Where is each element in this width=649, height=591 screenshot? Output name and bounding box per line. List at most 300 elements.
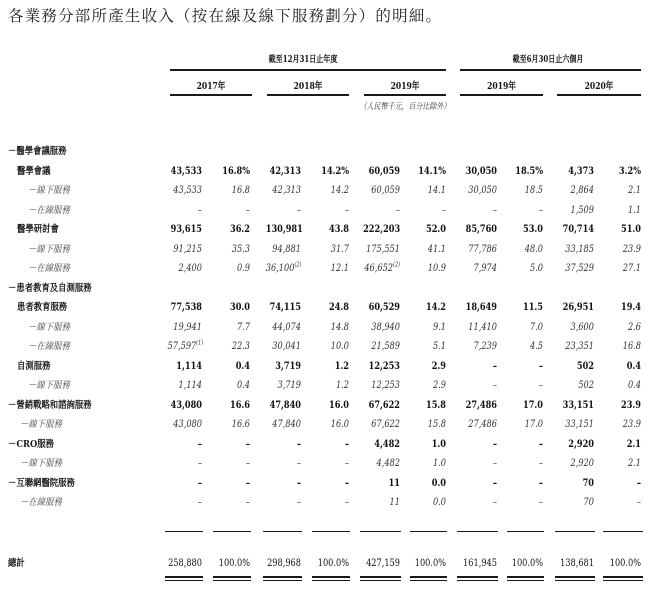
cell-2018-pct xyxy=(315,493,349,513)
cell-value: 93,615 xyxy=(170,224,202,235)
cell-value: 91,215 xyxy=(173,243,202,255)
cell-value: 11 xyxy=(388,477,400,489)
cell-2019-pct xyxy=(412,318,446,338)
total-2019-amount: 427,159 xyxy=(366,558,400,569)
cell-2019-amount xyxy=(363,181,400,201)
cell-2017-pct xyxy=(216,396,250,416)
row-label: －互聯網醫院服務 xyxy=(8,477,75,489)
cell-value: 0.4 xyxy=(626,360,641,372)
cell-2019-amount xyxy=(363,454,400,474)
cell-value: 12,253 xyxy=(371,380,400,391)
table-row xyxy=(0,201,649,221)
cell-2019h1-amount xyxy=(460,298,497,318)
cell-value: – xyxy=(492,477,497,489)
cell-value: 4,482 xyxy=(374,438,400,450)
cell-2017-amount xyxy=(168,357,202,377)
cell-2017-amount xyxy=(168,220,202,240)
cell-2019h1-amount xyxy=(460,337,497,357)
cell-value: – xyxy=(441,204,446,216)
cell-value: 18.5 xyxy=(524,185,543,196)
cell-2018-amount xyxy=(266,220,301,240)
cell-2019-pct xyxy=(412,240,446,260)
cell-value: 70,714 xyxy=(562,224,594,235)
group-rule-year xyxy=(170,69,446,71)
cell-2019-pct xyxy=(412,357,446,377)
cell-value: 27,486 xyxy=(468,419,497,430)
cell-value: 1.0 xyxy=(432,458,446,469)
cell-value: 0.4 xyxy=(627,380,641,391)
cell-value: 12,253 xyxy=(368,360,400,372)
cell-2019-amount xyxy=(363,298,400,318)
cell-2018-pct xyxy=(315,181,349,201)
total-2019h1-amount: 161,945 xyxy=(463,558,497,569)
cell-value: 27,486 xyxy=(465,399,497,411)
row-label: －線下服務 xyxy=(20,458,62,469)
cell-2019h1-amount xyxy=(460,493,497,513)
cell-value: 0.0 xyxy=(432,497,446,508)
cell-value: 31.7 xyxy=(330,243,349,255)
cell-value: 41.1 xyxy=(427,243,446,255)
cell-value: – xyxy=(245,477,250,489)
footnote-marker: (2) xyxy=(393,261,400,269)
cell-value: – xyxy=(636,477,641,489)
cell-value: 12.1 xyxy=(330,263,349,274)
cell-2020h1-pct xyxy=(606,396,641,416)
cell-value: 21,589 xyxy=(371,341,400,352)
cell-2018-pct xyxy=(315,376,349,396)
cell-2017-pct xyxy=(216,357,250,377)
table-row xyxy=(0,240,649,260)
cell-2019-pct xyxy=(412,493,446,513)
cell-2019h1-pct xyxy=(509,201,543,221)
cell-value: – xyxy=(492,497,497,508)
cell-value: – xyxy=(492,360,497,372)
cell-2019-pct xyxy=(412,376,446,396)
cell-2018-pct xyxy=(315,435,349,455)
cell-2019-pct xyxy=(412,181,446,201)
cell-value: – xyxy=(344,497,349,508)
total-double-rule xyxy=(457,576,498,581)
cell-2017-amount xyxy=(168,240,202,260)
cell-2017-amount xyxy=(168,493,202,513)
cell-2020h1-amount xyxy=(558,318,594,338)
cell-value: 3.2% xyxy=(618,165,641,177)
year-header-2017: 2017年 xyxy=(196,81,226,92)
cell-value: – xyxy=(296,477,301,489)
cell-value: – xyxy=(636,497,641,508)
cell-2017-pct xyxy=(216,376,250,396)
subtotal-rule xyxy=(360,531,401,532)
cell-2019h1-pct xyxy=(509,240,543,260)
cell-2020h1-pct xyxy=(606,318,641,338)
table-row xyxy=(0,454,649,474)
cell-value: 30,050 xyxy=(468,185,497,196)
cell-value: 24.8 xyxy=(329,302,349,313)
cell-value: 23.9 xyxy=(621,399,641,411)
cell-value: 11.5 xyxy=(523,302,543,313)
cell-value: 70 xyxy=(582,477,594,489)
cell-value: 60,059 xyxy=(371,185,400,196)
cell-2019-pct xyxy=(412,162,446,182)
cell-value: 23.9 xyxy=(622,243,641,255)
row-label: －線下服務 xyxy=(28,321,70,333)
cell-2019h1-amount xyxy=(460,357,497,377)
total-2020h1-pct: 100.0% xyxy=(609,558,641,569)
total-2020h1-amount: 138,681 xyxy=(560,558,594,569)
cell-2019h1-amount xyxy=(460,396,497,416)
row-label: －營銷戰略和諮詢服務 xyxy=(8,399,92,411)
cell-value: – xyxy=(197,477,202,489)
cell-value: 5.0 xyxy=(529,263,543,274)
cell-value: 4,373 xyxy=(568,165,594,177)
cell-value: 17.0 xyxy=(524,419,543,430)
cell-2017-pct xyxy=(216,201,250,221)
cell-2017-pct xyxy=(216,220,250,240)
cell-value: 2,920 xyxy=(570,458,594,469)
cell-value: 14.1 xyxy=(427,185,446,196)
cell-value: 94,881 xyxy=(272,243,301,255)
cell-2019h1-pct xyxy=(509,337,543,357)
cell-2020h1-pct xyxy=(606,376,641,396)
cell-value: 17.0 xyxy=(523,399,543,411)
footnote-marker: (1) xyxy=(196,339,204,347)
cell-value: 16.8% xyxy=(222,165,250,177)
cell-2017-pct xyxy=(216,298,250,318)
cell-2017-pct xyxy=(216,435,250,455)
cell-value: 53.0 xyxy=(523,224,543,235)
cell-value: 43,533 xyxy=(173,185,202,196)
subtotal-rule xyxy=(263,531,302,532)
cell-value: – xyxy=(296,438,301,450)
group-rule-six-months xyxy=(460,69,641,71)
total-double-rule xyxy=(410,576,447,581)
cell-value: 47,840 xyxy=(272,419,301,430)
cell-value: 10.9 xyxy=(427,263,446,274)
cell-2019h1-amount xyxy=(460,376,497,396)
cell-2017-amount xyxy=(168,474,202,494)
cell-2019-amount xyxy=(363,415,400,435)
cell-value: – xyxy=(197,438,202,450)
cell-2019h1-amount xyxy=(460,240,497,260)
cell-2019h1-pct xyxy=(509,376,543,396)
cell-2019h1-amount xyxy=(460,435,497,455)
cell-2020h1-pct xyxy=(606,201,641,221)
cell-2017-pct xyxy=(216,454,250,474)
cell-2018-amount xyxy=(266,318,301,338)
cell-value: 14.2 xyxy=(426,302,446,313)
page-title: 各業務分部所產生收入（按在線及線下服務劃分）的明細。 xyxy=(8,7,443,25)
cell-2017-pct xyxy=(216,240,250,260)
row-label: －在線服務 xyxy=(20,497,62,508)
cell-2020h1-pct xyxy=(606,337,641,357)
cell-value: 19,941 xyxy=(173,321,202,333)
cell-value: 42,313 xyxy=(269,165,301,177)
cell-value: 7,974 xyxy=(473,263,497,274)
cell-value: 18.5% xyxy=(515,165,543,177)
cell-2019-amount xyxy=(363,162,400,182)
row-label: －線下服務 xyxy=(28,185,70,196)
cell-2018-amount xyxy=(266,181,301,201)
cell-2017-amount xyxy=(168,298,202,318)
table-row xyxy=(0,493,649,513)
total-double-rule xyxy=(507,576,544,581)
cell-2017-pct xyxy=(216,318,250,338)
cell-value: 1.2 xyxy=(334,360,349,372)
cell-2018-amount xyxy=(266,201,301,221)
cell-value: 85,760 xyxy=(465,224,497,235)
total-double-rule xyxy=(555,576,595,581)
cell-value: 27.1 xyxy=(622,263,641,274)
table-row xyxy=(0,162,649,182)
cell-value: 0.0 xyxy=(431,477,446,489)
cell-value: – xyxy=(296,204,301,216)
cell-value: 26,951 xyxy=(562,302,594,313)
total-2017-pct: 100.0% xyxy=(218,558,250,569)
cell-2019-amount xyxy=(363,201,400,221)
cell-value: 30.0 xyxy=(230,302,250,313)
cell-2018-amount xyxy=(266,435,301,455)
cell-value: 16.0 xyxy=(330,419,349,430)
year-rule-2020-h1 xyxy=(557,94,641,96)
subtotal-rule xyxy=(213,531,251,532)
cell-value: 19.4 xyxy=(621,302,641,313)
table-row xyxy=(0,279,649,299)
cell-2020h1-amount xyxy=(558,337,594,357)
cell-value: 33,151 xyxy=(565,419,594,430)
cell-value: 60,059 xyxy=(368,165,400,177)
cell-value: 2.9 xyxy=(431,360,446,372)
cell-value: 0.9 xyxy=(236,263,250,274)
cell-2019-pct xyxy=(412,454,446,474)
cell-2020h1-pct xyxy=(606,493,641,513)
cell-2017-amount xyxy=(168,162,202,182)
cell-value: 67,622 xyxy=(371,419,400,430)
cell-2019h1-amount xyxy=(460,201,497,221)
cell-2019h1-amount xyxy=(460,220,497,240)
cell-2020h1-pct xyxy=(606,415,641,435)
cell-2019-amount xyxy=(363,396,400,416)
cell-2020h1-pct xyxy=(606,298,641,318)
cell-2017-amount xyxy=(168,337,202,357)
subtotal-rule xyxy=(457,531,498,532)
cell-2019-amount xyxy=(363,435,400,455)
cell-2018-amount xyxy=(266,454,301,474)
cell-2018-amount xyxy=(266,396,301,416)
cell-2020h1-amount xyxy=(558,376,594,396)
cell-2019-amount xyxy=(363,376,400,396)
cell-2017-amount xyxy=(168,454,202,474)
total-double-rule xyxy=(165,576,203,581)
cell-value: 37,529 xyxy=(565,263,594,274)
cell-value: 36,100 xyxy=(265,263,295,274)
cell-value: 3,600 xyxy=(570,321,594,333)
year-rule-2019 xyxy=(364,94,446,96)
cell-2019-pct xyxy=(412,474,446,494)
year-rule-2019-h1 xyxy=(460,94,543,96)
cell-2019h1-amount xyxy=(460,162,497,182)
cell-2019h1-amount xyxy=(460,474,497,494)
cell-2019h1-pct xyxy=(509,493,543,513)
subtotal-rule xyxy=(555,531,595,532)
cell-value: – xyxy=(296,458,301,469)
cell-value: 30,050 xyxy=(465,165,497,177)
cell-2017-amount xyxy=(168,415,202,435)
cell-2020h1-amount xyxy=(558,396,594,416)
cell-2020h1-amount xyxy=(558,162,594,182)
row-label: 醫學研討會 xyxy=(17,224,59,235)
cell-value: 7.0 xyxy=(529,321,543,333)
cell-value: 7.7 xyxy=(236,321,250,333)
cell-2018-pct xyxy=(315,220,349,240)
cell-value: 23.9 xyxy=(622,419,641,430)
table-row xyxy=(0,337,649,357)
cell-2017-pct xyxy=(216,181,250,201)
cell-value: – xyxy=(538,497,543,508)
table-row xyxy=(0,142,649,162)
cell-2019-pct xyxy=(412,435,446,455)
cell-value: 2,864 xyxy=(570,185,594,196)
cell-2019-amount xyxy=(363,220,400,240)
table-row xyxy=(0,298,649,318)
cell-2019-pct xyxy=(412,220,446,240)
cell-value: – xyxy=(245,204,250,216)
row-label: －線下服務 xyxy=(28,243,70,255)
year-header-2020-h1: 2020年 xyxy=(584,81,614,92)
cell-value: 2.1 xyxy=(626,438,641,450)
cell-2019h1-amount xyxy=(460,415,497,435)
year-header-2018: 2018年 xyxy=(293,81,323,92)
cell-value: – xyxy=(245,458,250,469)
cell-value: 502 xyxy=(576,360,594,372)
cell-value: 11 xyxy=(389,497,400,508)
cell-2020h1-pct xyxy=(606,181,641,201)
cell-2017-pct xyxy=(216,493,250,513)
cell-value: 10.0 xyxy=(330,341,349,352)
cell-value: 44,074 xyxy=(272,321,301,333)
cell-value: – xyxy=(538,204,543,216)
cell-value: 1,509 xyxy=(570,204,594,216)
cell-2017-amount xyxy=(168,376,202,396)
cell-2018-amount xyxy=(266,259,301,279)
cell-2019-amount xyxy=(363,318,400,338)
table-row xyxy=(0,318,649,338)
table-row xyxy=(0,474,649,494)
cell-2018-amount xyxy=(266,162,301,182)
cell-value: 2.9 xyxy=(432,380,446,391)
cell-2017-amount xyxy=(168,435,202,455)
cell-2019h1-pct xyxy=(509,259,543,279)
cell-value: – xyxy=(344,458,349,469)
cell-2020h1-pct xyxy=(606,454,641,474)
year-rule-2018 xyxy=(267,94,349,96)
cell-value: – xyxy=(538,380,543,391)
cell-2020h1-pct xyxy=(606,162,641,182)
group-header-six-months-jun30: 截至6月30日止六個月 xyxy=(512,55,584,65)
footnote-marker: (2) xyxy=(294,261,302,269)
cell-2020h1-amount xyxy=(558,357,594,377)
cell-2018-pct xyxy=(315,415,349,435)
cell-2020h1-amount xyxy=(558,454,594,474)
cell-2017-amount xyxy=(168,318,202,338)
cell-2017-pct xyxy=(216,162,250,182)
cell-2019h1-pct xyxy=(509,162,543,182)
cell-2020h1-amount xyxy=(558,259,594,279)
cell-value: 43,080 xyxy=(170,399,202,411)
cell-2019h1-amount xyxy=(460,454,497,474)
cell-value: 74,115 xyxy=(269,302,301,313)
cell-value: 502 xyxy=(578,380,594,391)
cell-2020h1-amount xyxy=(558,181,594,201)
cell-2018-amount xyxy=(266,493,301,513)
cell-value: 0.4 xyxy=(235,360,250,372)
cell-2020h1-pct xyxy=(606,474,641,494)
cell-value: 2,920 xyxy=(568,438,594,450)
cell-2018-amount xyxy=(266,240,301,260)
cell-2019-pct xyxy=(412,298,446,318)
cell-2020h1-pct xyxy=(606,240,641,260)
cell-2020h1-amount xyxy=(558,493,594,513)
cell-2019h1-pct xyxy=(509,415,543,435)
year-rule-2017 xyxy=(170,94,252,96)
cell-2017-pct xyxy=(216,337,250,357)
cell-value: 11,410 xyxy=(468,321,497,333)
cell-value: 3,719 xyxy=(277,380,301,391)
cell-value: 14.2 xyxy=(330,185,349,196)
table-row xyxy=(0,435,649,455)
cell-2019-pct xyxy=(412,259,446,279)
cell-2019h1-amount xyxy=(460,181,497,201)
cell-value: 67,622 xyxy=(368,399,400,411)
cell-value: 3,719 xyxy=(275,360,301,372)
total-double-rule xyxy=(360,576,401,581)
subtotal-rule xyxy=(165,531,203,532)
cell-value: – xyxy=(492,438,497,450)
cell-value: – xyxy=(245,497,250,508)
cell-value: – xyxy=(492,380,497,391)
table-row xyxy=(0,396,649,416)
cell-2019-amount xyxy=(363,474,400,494)
total-double-rule xyxy=(263,576,302,581)
cell-value: 1,114 xyxy=(178,380,202,391)
cell-value: 22.3 xyxy=(231,341,250,352)
cell-value: 70 xyxy=(583,497,594,508)
cell-value: 43.8 xyxy=(329,224,349,235)
cell-2017-pct xyxy=(216,415,250,435)
cell-value: 0.4 xyxy=(236,380,250,391)
row-label: －線下服務 xyxy=(28,380,70,391)
cell-2017-amount xyxy=(168,201,202,221)
cell-value: – xyxy=(344,477,349,489)
cell-2017-pct xyxy=(216,474,250,494)
cell-value: – xyxy=(538,360,543,372)
cell-2019h1-pct xyxy=(509,435,543,455)
cell-2017-amount xyxy=(168,396,202,416)
cell-2019h1-pct xyxy=(509,298,543,318)
cell-2019h1-pct xyxy=(509,318,543,338)
cell-2018-amount xyxy=(266,376,301,396)
cell-2019h1-pct xyxy=(509,396,543,416)
cell-2018-pct xyxy=(315,474,349,494)
cell-2020h1-amount xyxy=(558,240,594,260)
cell-value: – xyxy=(538,458,543,469)
cell-value: 33,185 xyxy=(565,243,594,255)
cell-value: 2.6 xyxy=(627,321,641,333)
table-row xyxy=(0,181,649,201)
cell-value: 9.1 xyxy=(432,321,446,333)
cell-2017-amount xyxy=(168,259,202,279)
cell-2020h1-pct xyxy=(606,220,641,240)
subtotal-rule xyxy=(410,531,447,532)
